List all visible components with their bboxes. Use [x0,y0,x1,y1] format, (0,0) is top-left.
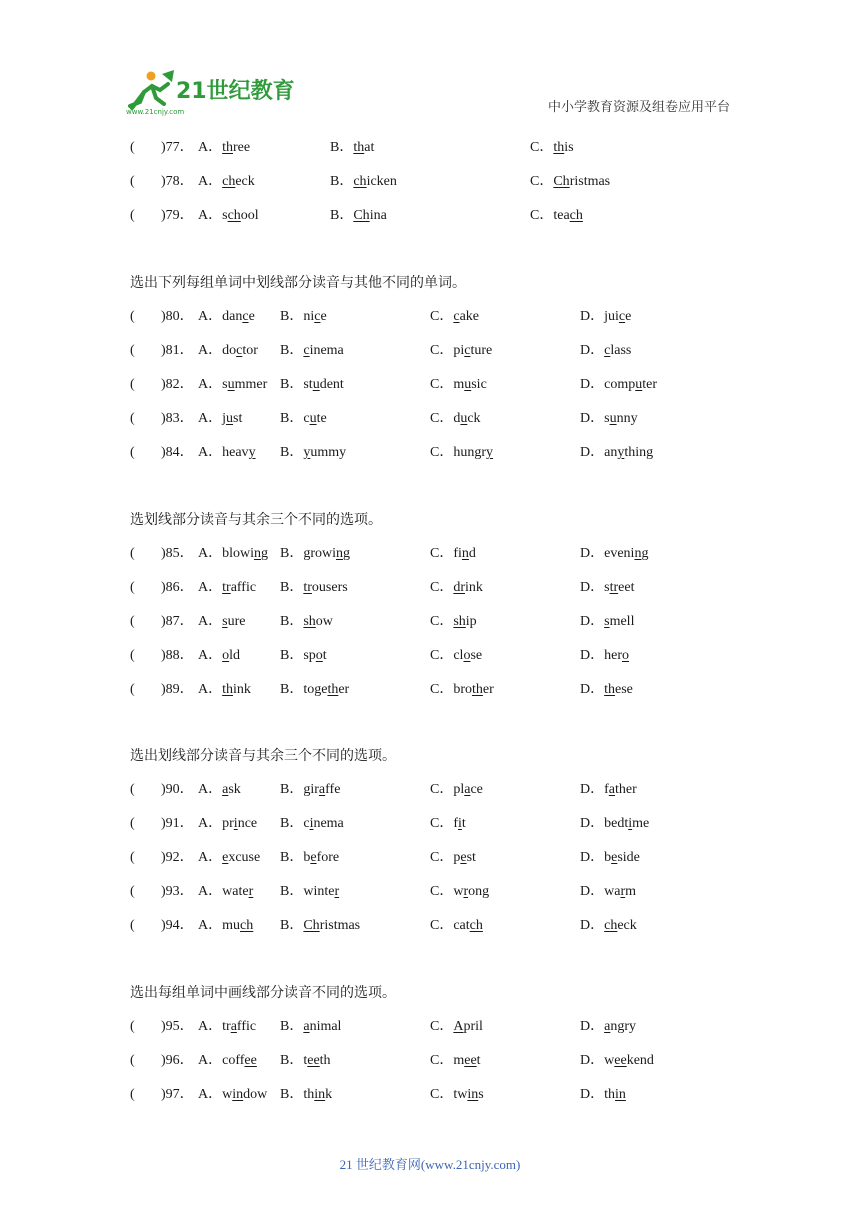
option-c: C．wrong [430,884,490,899]
underlined-letters: a [303,1019,310,1034]
option-letter: C． [430,411,454,426]
underlined-letters: u [312,377,320,392]
option-b: B．cinema [280,816,344,831]
option-letter: C． [430,782,454,797]
answer-blank[interactable]: ( [130,208,135,223]
underlined-letters: c [464,343,471,358]
option-c: C．teach [530,208,583,223]
logo-21cnjy [122,68,302,116]
option-c: C．music [430,377,487,392]
question-number: )88． [161,648,194,663]
underlined-letters: u [460,411,468,426]
option-a: A．much [198,918,254,933]
underlined-letters: c [303,343,310,358]
option-letter: C． [530,208,554,223]
option-b: B．teeth [280,1053,331,1068]
option-a: A．traffic [198,580,257,595]
option-c: C．April [430,1019,483,1034]
underlined-letters: i [458,816,462,831]
underlined-letters: y [486,445,494,460]
option-letter: B． [280,546,304,561]
option-c: C．duck [430,411,481,426]
answer-blank[interactable]: ( [130,850,135,865]
option-letter: B． [330,208,354,223]
option-letter: A． [198,411,223,426]
option-d: D．beside [580,850,640,865]
option-letter: D． [580,884,605,899]
option-c: C．Christmas [530,174,611,189]
option-letter: A． [198,140,223,155]
option-b: B．before [280,850,340,865]
underlined-letters: tr [222,580,231,595]
underlined-letters: ee [307,1053,320,1068]
option-d: D．juice [580,309,632,324]
underlined-letters: tr [609,580,619,595]
option-c: C．ship [430,614,477,629]
underlined-letters: a [608,782,616,797]
svg-text:www.21cnjy.com: www.21cnjy.com [126,108,185,116]
option-d: D．these [580,682,633,697]
option-c: C．twins [430,1087,484,1102]
option-a: A．doctor [198,343,258,358]
answer-blank[interactable]: ( [130,140,135,155]
option-b: B．show [280,614,333,629]
question-number: )80． [161,309,194,324]
option-a: A．heavy [198,445,256,460]
option-d: D．weekend [580,1053,654,1068]
option-letter: D． [580,1053,605,1068]
option-a: A．prince [198,816,258,831]
question-number: )90． [161,782,194,797]
underlined-letters: e [460,850,467,865]
option-b: B．cute [280,411,327,426]
underlined-letters: ee [244,1053,257,1068]
option-letter: D． [580,1019,605,1034]
option-d: D．hero [580,648,630,663]
underlined-letters: th [604,682,616,697]
option-letter: B． [280,782,304,797]
underlined-letters: n [254,546,262,561]
underlined-letters: tr [303,580,312,595]
question-number: )94． [161,918,194,933]
underlined-letters: sh [453,614,466,629]
option-c: C．brother [430,682,494,697]
option-c: C．meet [430,1053,481,1068]
option-letter: C． [430,884,454,899]
question-number: )89． [161,682,194,697]
option-d: D．angry [580,1019,637,1034]
option-letter: C． [430,343,454,358]
underlined-letters: dr [453,580,466,595]
underlined-letters: n [461,546,469,561]
underlined-letters: a [230,1019,237,1034]
option-letter: D． [580,546,605,561]
option-d: D．bedtime [580,816,650,831]
underlined-letters: ee [614,1053,627,1068]
option-letter: D． [580,445,605,460]
underlined-letters: u [309,411,317,426]
underlined-letters: o [463,648,471,663]
answer-blank[interactable]: ( [130,1053,135,1068]
option-b: B．China [330,208,387,223]
underlined-letters: c [453,309,460,324]
question-number: )87． [161,614,194,629]
option-c: C．drink [430,580,483,595]
option-b: B．animal [280,1019,342,1034]
section-instruction: 选出每组单词中画线部分读音不同的选项。 [130,985,396,1001]
underlined-letters: in [467,1087,479,1102]
option-d: D．thin [580,1087,626,1102]
option-letter: A． [198,884,223,899]
answer-blank[interactable]: ( [130,918,135,933]
question-number: )95． [161,1019,194,1034]
option-letter: D． [580,377,605,392]
option-letter: B． [280,918,304,933]
option-c: C．picture [430,343,493,358]
option-a: A．three [198,140,251,155]
option-letter: B． [280,850,304,865]
svg-text:21世纪教育: 21世纪教育 [176,79,295,104]
option-a: A．coffee [198,1053,257,1068]
option-letter: C． [430,682,454,697]
option-letter: B． [280,884,304,899]
option-b: B．winter [280,884,340,899]
option-letter: C． [530,140,554,155]
underlined-letters: ch [469,918,483,933]
underlined-letters: i [628,816,633,831]
option-letter: A． [198,445,223,460]
underlined-letters: r [334,884,340,899]
option-a: A．old [198,648,241,663]
underlined-letters: y [617,445,625,460]
underlined-letters: th [353,140,365,155]
underlined-letters: u [609,411,617,426]
answer-blank[interactable]: ( [130,648,135,663]
option-letter: A． [198,1053,223,1068]
underlined-letters: Ch [303,918,320,933]
underlined-letters: o [622,648,630,663]
option-b: B．think [280,1087,333,1102]
answer-blank[interactable]: ( [130,816,135,831]
question-number: )77． [161,140,194,155]
underlined-letters: a [222,782,229,797]
option-letter: C． [430,546,454,561]
section-instruction: 选出下列每组单词中划线部分读音与其他不同的单词。 [130,275,466,291]
option-letter: B． [280,377,304,392]
option-d: D．evening [580,546,649,561]
underlined-letters: ch [222,174,236,189]
option-letter: B． [280,648,304,663]
question-number: )93． [161,884,194,899]
underlined-letters: A [453,1019,464,1034]
underlined-letters: e [222,850,229,865]
underlined-letters: y [248,445,256,460]
option-b: B．trousers [280,580,348,595]
section-instruction: 选划线部分读音与其余三个不同的选项。 [130,512,382,528]
underlined-letters: c [242,309,249,324]
option-letter: D． [580,816,605,831]
underlined-letters: a [318,782,326,797]
question-number: )96． [161,1053,194,1068]
option-d: D．computer [580,377,657,392]
underlined-letters: ch [569,208,583,223]
underlined-letters: ee [464,1053,477,1068]
underlined-letters: i [233,816,238,831]
option-a: A．blowing [198,546,269,561]
option-letter: D． [580,918,605,933]
option-letter: B． [280,445,304,460]
underlined-letters: y [303,445,311,460]
answer-blank[interactable]: ( [130,411,135,426]
option-letter: B． [280,309,304,324]
underlined-letters: i [309,816,314,831]
option-letter: B． [280,816,304,831]
underlined-letters: in [314,1087,326,1102]
option-letter: C． [530,174,554,189]
option-d: D．anything [580,445,654,460]
option-d: D．father [580,782,637,797]
underlined-letters: r [463,884,469,899]
option-c: C．cake [430,309,479,324]
option-c: C．fit [430,816,466,831]
option-letter: C． [430,1053,454,1068]
underlined-letters: e [611,850,618,865]
option-b: B．giraffe [280,782,341,797]
underlined-letters: s [222,614,228,629]
option-letter: D． [580,580,605,595]
answer-blank[interactable]: ( [130,580,135,595]
underlined-letters: ch [604,918,618,933]
option-b: B．that [330,140,375,155]
option-letter: A． [198,850,223,865]
underlined-letters: u [226,411,234,426]
option-letter: B． [280,1053,304,1068]
underlined-letters: c [604,343,611,358]
option-letter: A． [198,1019,223,1034]
option-letter: A． [198,648,223,663]
option-letter: A． [198,816,223,831]
option-letter: B． [330,174,354,189]
option-letter: B． [280,580,304,595]
underlined-letters: th [222,682,234,697]
option-letter: B． [330,140,354,155]
option-letter: A． [198,782,223,797]
option-letter: C． [430,377,454,392]
underlined-letters: u [464,377,472,392]
option-letter: A． [198,377,223,392]
option-letter: D． [580,614,605,629]
footer: 21 世纪教育网(www.21cnjy.com) [339,1157,521,1172]
underlined-letters: o [315,648,323,663]
option-d: D．check [580,918,637,933]
option-letter: D． [580,648,605,663]
underlined-letters: u [635,377,643,392]
option-a: A．sure [198,614,246,629]
option-b: B．growing [280,546,351,561]
option-b: B．spot [280,648,327,663]
answer-blank[interactable]: ( [130,377,135,392]
question-number: )78． [161,174,194,189]
underlined-letters: in [615,1087,626,1102]
option-a: A．ask [198,782,241,797]
underlined-letters: e [310,850,317,865]
question-number: )85． [161,546,194,561]
option-letter: C． [430,445,454,460]
option-letter: A． [198,174,223,189]
option-b: B．Christmas [280,918,361,933]
question-number: )86． [161,580,194,595]
option-letter: C． [430,614,454,629]
option-letter: D． [580,343,605,358]
option-c: C．this [530,140,574,155]
underlined-letters: u [227,377,235,392]
option-letter: C． [430,1019,454,1034]
underlined-letters: in [232,1087,244,1102]
option-a: A．dance [198,309,255,324]
option-d: D．class [580,343,632,358]
option-letter: A． [198,614,223,629]
option-a: A．excuse [198,850,261,865]
option-letter: A． [198,682,223,697]
option-c: C．hungry [430,445,494,460]
underlined-letters: c [618,309,626,324]
section-instruction: 选出划线部分读音与其余三个不同的选项。 [130,748,396,764]
answer-blank[interactable]: ( [130,782,135,797]
underlined-letters: s [604,614,610,629]
answer-blank[interactable]: ( [130,682,135,697]
option-a: A．think [198,682,251,697]
option-letter: A． [198,918,223,933]
option-a: A．window [198,1087,268,1102]
option-a: A．school [198,208,259,223]
underlined-letters: r [620,884,626,899]
option-a: A．summer [198,377,268,392]
option-c: C．close [430,648,483,663]
option-c: C．find [430,546,476,561]
underlined-letters: ch [240,918,254,933]
underlined-letters: c [236,343,243,358]
option-letter: C． [430,309,454,324]
option-letter: A． [198,309,223,324]
site-name: 中小学教育资源及组卷应用平台 [547,100,730,115]
answer-blank[interactable]: ( [130,614,135,629]
answer-blank[interactable]: ( [130,546,135,561]
option-letter: C． [430,850,454,865]
underlined-letters: th [327,682,339,697]
underlined-letters: a [604,1019,611,1034]
option-letter: D． [580,411,605,426]
option-b: B．student [280,377,344,392]
question-number: )92． [161,850,194,865]
option-a: A．water [198,884,254,899]
underlined-letters: c [314,309,321,324]
option-d: D．warm [580,884,637,899]
underlined-letters: sh [303,614,316,629]
option-letter: D． [580,1087,605,1102]
option-letter: B． [280,614,304,629]
underlined-letters: th [472,682,483,697]
option-a: A．check [198,174,255,189]
option-letter: D． [580,682,605,697]
option-letter: C． [430,816,454,831]
option-letter: C． [430,918,454,933]
option-letter: B． [280,1019,304,1034]
answer-blank[interactable]: ( [130,309,135,324]
option-d: D．street [580,580,635,595]
answer-blank[interactable]: ( [130,1019,135,1034]
option-letter: C． [430,580,454,595]
option-letter: B． [280,1087,304,1102]
option-letter: B． [280,682,304,697]
answer-blank[interactable]: ( [130,445,135,460]
option-c: C．catch [430,918,483,933]
option-letter: B． [280,343,304,358]
answer-blank[interactable]: ( [130,343,135,358]
answer-blank[interactable]: ( [130,884,135,899]
page-header [0,0,860,130]
option-letter: A． [198,546,223,561]
option-letter: A． [198,208,223,223]
underlined-letters: th [553,140,565,155]
answer-blank[interactable]: ( [130,1087,135,1102]
underlined-letters: o [222,648,230,663]
option-a: A．traffic [198,1019,257,1034]
question-number: )91． [161,816,194,831]
question-number: )81． [161,343,194,358]
option-letter: D． [580,782,605,797]
option-a: A．just [198,411,243,426]
underlined-letters: ch [353,174,367,189]
option-b: B．yummy [280,445,347,460]
option-letter: D． [580,309,605,324]
option-d: D．smell [580,614,635,629]
option-d: D．sunny [580,411,638,426]
underlined-letters: Ch [553,174,570,189]
option-letter: B． [280,411,304,426]
option-letter: A． [198,1087,223,1102]
option-letter: A． [198,580,223,595]
option-letter: A． [198,343,223,358]
question-number: )97． [161,1087,194,1102]
question-number: )79． [161,208,194,223]
option-b: B．together [280,682,350,697]
option-b: B．nice [280,309,327,324]
option-letter: C． [430,1087,454,1102]
underlined-letters: n [336,546,344,561]
underlined-letters: ch [227,208,241,223]
option-c: C．pest [430,850,476,865]
option-b: B．cinema [280,343,344,358]
option-letter: C． [430,648,454,663]
underlined-letters: th [222,140,234,155]
option-b: B．chicken [330,174,397,189]
underlined-letters: n [634,546,642,561]
option-c: C．place [430,782,483,797]
question-number: )84． [161,445,194,460]
option-letter: D． [580,850,605,865]
underlined-letters: a [464,782,471,797]
answer-blank[interactable]: ( [130,174,135,189]
underlined-letters: r [248,884,254,899]
question-number: )83． [161,411,194,426]
underlined-letters: Ch [353,208,370,223]
question-number: )82． [161,377,194,392]
